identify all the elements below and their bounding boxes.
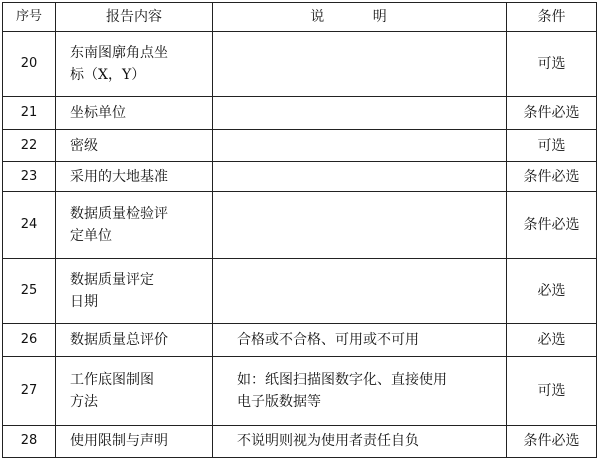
cell-no: 26	[3, 324, 56, 356]
header-content: 报告内容	[56, 3, 213, 32]
cell-desc	[213, 130, 507, 161]
header-cond: 条件	[507, 3, 597, 32]
cell-no: 24	[3, 192, 56, 259]
cell-no: 23	[3, 161, 56, 191]
cell-cond: 条件必选	[507, 192, 597, 259]
cell-no: 27	[3, 356, 56, 425]
cell-content: 使用限制与声明	[56, 425, 213, 458]
table-row	[3, 161, 597, 191]
cell-desc: 如：纸图扫描图数字化、直接使用 电子版数据等	[213, 356, 507, 425]
cell-content: 工作底图制图 方法	[56, 356, 213, 425]
header-no: 序号	[3, 3, 56, 32]
table-row	[3, 259, 597, 324]
table-row	[3, 324, 597, 356]
table-row	[3, 130, 597, 161]
cell-content: 数据质量总评价	[56, 324, 213, 356]
cell-cond: 条件必选	[507, 161, 597, 191]
cell-no: 28	[3, 425, 56, 458]
cell-desc: 不说明则视为使用者责任自负	[213, 425, 507, 458]
cell-content: 数据质量评定 日期	[56, 259, 213, 324]
cell-cond: 必选	[507, 324, 597, 356]
cell-content: 东南图廓角点坐 标（X，Y）	[56, 32, 213, 97]
cell-cond: 可选	[507, 130, 597, 161]
cell-desc	[213, 192, 507, 259]
cell-cond: 可选	[507, 32, 597, 97]
cell-desc	[213, 161, 507, 191]
cell-content: 坐标单位	[56, 96, 213, 129]
cell-cond: 必选	[507, 259, 597, 324]
table-row	[3, 425, 597, 458]
table-row	[3, 32, 597, 97]
table-row	[3, 356, 597, 425]
cell-content: 采用的大地基准	[56, 161, 213, 191]
report-table	[2, 2, 597, 458]
cell-no: 20	[3, 32, 56, 97]
cell-no: 22	[3, 130, 56, 161]
cell-desc	[213, 32, 507, 97]
cell-cond: 可选	[507, 356, 597, 425]
cell-content: 数据质量检验评 定单位	[56, 192, 213, 259]
cell-cond: 条件必选	[507, 425, 597, 458]
table-row	[3, 192, 597, 259]
cell-desc	[213, 259, 507, 324]
cell-cond: 条件必选	[507, 96, 597, 129]
cell-content: 密级	[56, 130, 213, 161]
header-desc: 说 明	[213, 3, 507, 32]
header-row	[3, 3, 597, 32]
cell-desc	[213, 96, 507, 129]
cell-desc: 合格或不合格、可用或不可用	[213, 324, 507, 356]
cell-no: 25	[3, 259, 56, 324]
cell-no: 21	[3, 96, 56, 129]
table-row	[3, 96, 597, 129]
